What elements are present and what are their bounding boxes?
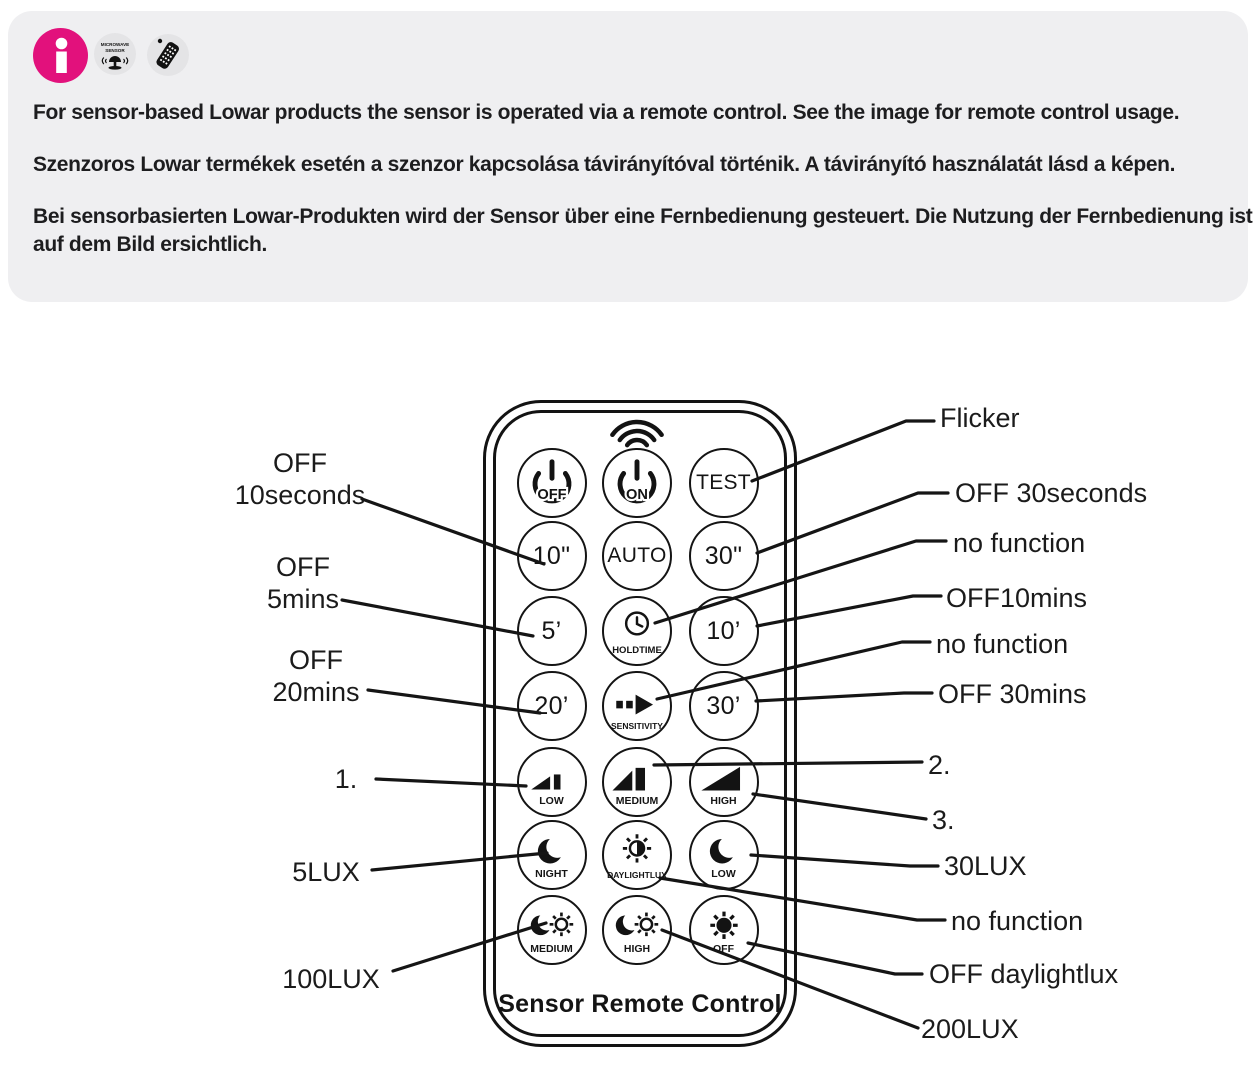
power-button-label: ON: [626, 487, 648, 504]
callout-label: [235, 447, 366, 511]
callout-label: [946, 582, 1087, 614]
button-label: 30’: [706, 691, 741, 720]
callout-label: [272, 644, 359, 708]
button-label: 5’: [541, 616, 562, 645]
callout-label-line: 100LUX: [282, 964, 380, 994]
callout-label-line: OFF: [288, 645, 343, 675]
remote-title: Sensor Remote Control: [498, 990, 782, 1018]
remote-button-lux-night: [517, 820, 587, 890]
callout-label: [335, 763, 358, 795]
remote-button-lux-medium: [517, 895, 587, 965]
remote-button-sens-medium: [602, 747, 672, 817]
callout-label: [929, 958, 1118, 990]
callout-label: [292, 856, 360, 888]
remote-button-power-on: [602, 448, 672, 518]
button-caption: OFF: [713, 943, 734, 955]
callout-label-line: 2.: [928, 750, 951, 780]
callout-label: [955, 477, 1147, 509]
callout-label-line: 30LUX: [944, 851, 1027, 881]
callout-label-line: OFF daylightlux: [929, 959, 1119, 989]
remote-button-sensitivity: [602, 671, 672, 741]
remote-button-off-10sec: [517, 521, 587, 591]
power-icon: [604, 450, 670, 516]
paragraph-line: Bei sensorbasierten Lowar-Produkten wird der Sensor über eine Fernbedienung gesteuert. Die Nutzung der Fernbedienung ist: [33, 205, 1253, 228]
remote-button-power-off: [517, 448, 587, 518]
callout-label-line: OFF: [276, 552, 330, 582]
callout-label: [938, 678, 1087, 710]
paragraph-line: auf dem Bild ersichtlich.: [33, 233, 267, 256]
callout-label: [936, 628, 1068, 660]
callout-label-line: OFF10mins: [946, 583, 1088, 613]
remote-button-auto: [602, 521, 672, 591]
remote-button-lux-low: [689, 820, 759, 890]
callout-label: [951, 905, 1083, 937]
button-caption: SENSITIVITY: [611, 721, 663, 731]
remote-button-sens-high: [689, 747, 759, 817]
remote-button-holdtime: [602, 596, 672, 666]
callout-label: [267, 551, 339, 615]
callout-label-line: OFF 30seconds: [955, 478, 1148, 508]
callout-label-line: no function: [936, 629, 1069, 659]
button-caption: DAYLIGHTLUX: [607, 870, 667, 880]
button-caption: HIGH: [710, 795, 737, 807]
callout-label: [953, 527, 1085, 559]
callout-label-line: 10seconds: [234, 480, 366, 510]
remote-button-sens-low: [517, 747, 587, 817]
callout-label: [282, 963, 380, 995]
remote-button-off-5min: [517, 596, 587, 666]
button-caption: LOW: [539, 795, 564, 807]
paragraph-line: For sensor-based Lowar products the sensor is operated via a remote control. See the image for remote control usage.: [33, 101, 1180, 124]
remote-button-lux-high: [602, 895, 672, 965]
callout-label-line: 5LUX: [292, 857, 360, 887]
button-label: 10’: [706, 616, 741, 645]
callout-label-line: 1.: [334, 764, 358, 794]
callout-label-line: no function: [953, 528, 1086, 558]
button-caption: LOW: [711, 868, 736, 880]
button-label: TEST: [696, 471, 751, 494]
remote-button-test: [689, 448, 759, 518]
button-label: 10": [532, 541, 571, 570]
callout-label-line: 5mins: [266, 584, 340, 614]
svg-text:SENSOR: SENSOR: [105, 47, 125, 53]
button-caption: HOLDTIME: [612, 645, 662, 656]
remote-button-off-10min: [689, 596, 759, 666]
callout-label-line: Flicker: [940, 403, 1020, 433]
power-button-label: OFF: [536, 487, 567, 504]
callout-label-line: 20mins: [272, 677, 360, 707]
paragraph-line: Szenzoros Lowar termékek esetén a szenzor kapcsolása távirányítóval történik. A távirányító használatát lásd a képen.: [33, 153, 1176, 176]
button-caption: HIGH: [623, 943, 651, 955]
callout-label-line: OFF: [272, 448, 327, 478]
power-icon: [519, 450, 585, 516]
callout-label: [928, 749, 951, 781]
svg-text:MICROWAVE: MICROWAVE: [100, 42, 130, 47]
remote-button-lux-off: [689, 895, 759, 965]
button-label: 30": [704, 541, 743, 570]
callout-label: [940, 402, 1020, 434]
callout-label: [932, 804, 955, 836]
callout-label-line: no function: [951, 906, 1084, 936]
callout-label-line: 200LUX: [921, 1014, 1019, 1044]
callout-label: [921, 1013, 1019, 1045]
callout-label: [944, 850, 1027, 882]
callout-label-line: OFF 30mins: [938, 679, 1087, 709]
button-caption: MEDIUM: [530, 943, 573, 955]
button-label: AUTO: [607, 544, 667, 567]
remote-button-off-30sec: [689, 521, 759, 591]
remote-button-off-20min: [517, 671, 587, 741]
button-caption: NIGHT: [535, 868, 568, 880]
remote-button-off-30min: [689, 671, 759, 741]
button-label: 20’: [534, 691, 569, 720]
button-caption: MEDIUM: [615, 795, 659, 807]
remote-button-daylightlux: [602, 820, 672, 890]
callout-label-line: 3.: [932, 805, 955, 835]
